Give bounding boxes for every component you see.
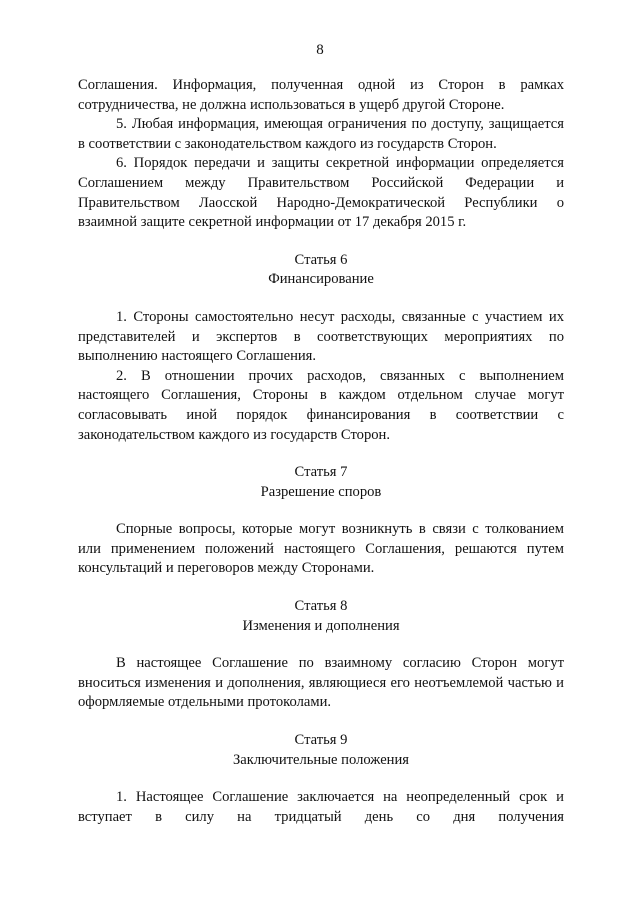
article-paragraph: 1. Стороны самостоятельно несут расходы, связанные с участием их представителей и экспертов в соответствующих мероприятиях по выполнению настоящего Соглашения. (78, 308, 564, 365)
article-paragraph: 1. Настоящее Соглашение заключается на неопределенный срок и вступает в силу на тридцатый день со дня получения (78, 789, 564, 825)
article-9 (78, 731, 564, 827)
paragraph-item-6: 6. Порядок передачи и защиты секретной информации определяется Соглашением между Правительством Российской Федерации и Правительством Лаосской Народно-Демократической Республики о взаимной защите секретной информации от 17 декабря 2015 г. (78, 155, 564, 231)
article-6 (78, 251, 564, 445)
article-name: Разрешение споров (260, 483, 382, 500)
paragraph-item-5: 5. Любая информация, имеющая ограничения по доступу, защищается в соответствии с законодательством каждого из государств Сторон. (78, 116, 564, 152)
article-title: Статья 9 (294, 732, 348, 749)
document-body (78, 76, 564, 827)
article-paragraph: Спорные вопросы, которые могут возникнуть в связи с толкованием или применением положений настоящего Соглашения, решаются путем консультаций и переговоров между Сторонами. (78, 521, 564, 577)
article-title: Статья 8 (294, 598, 348, 615)
article-name: Финансирование (268, 271, 374, 288)
paragraph-continuation: Соглашения. Информация, полученная одной из Сторон в рамках сотрудничества, не должна использоваться в ущерб другой Стороне. (78, 77, 564, 113)
article-7 (78, 463, 564, 579)
article-name: Заключительные положения (232, 751, 410, 768)
article-8 (78, 597, 564, 713)
article-paragraph: 2. В отношении прочих расходов, связанных с выполнением настоящего Соглашения, Стороны в каждом отдельном случае могут согласовывать иной порядок финансирования в соответствии с законодательством каждого из государств Сторон. (78, 367, 564, 443)
page-number: 8 (316, 42, 324, 58)
article-title: Статья 7 (294, 464, 348, 481)
article-paragraph: В настоящее Соглашение по взаимному согласию Сторон могут вноситься изменения и дополнения, являющиеся его неотъемлемой частью и оформляемые отдельными протоколами. (78, 655, 564, 711)
article-title: Статья 6 (294, 251, 348, 268)
article-name: Изменения и дополнения (242, 617, 400, 634)
